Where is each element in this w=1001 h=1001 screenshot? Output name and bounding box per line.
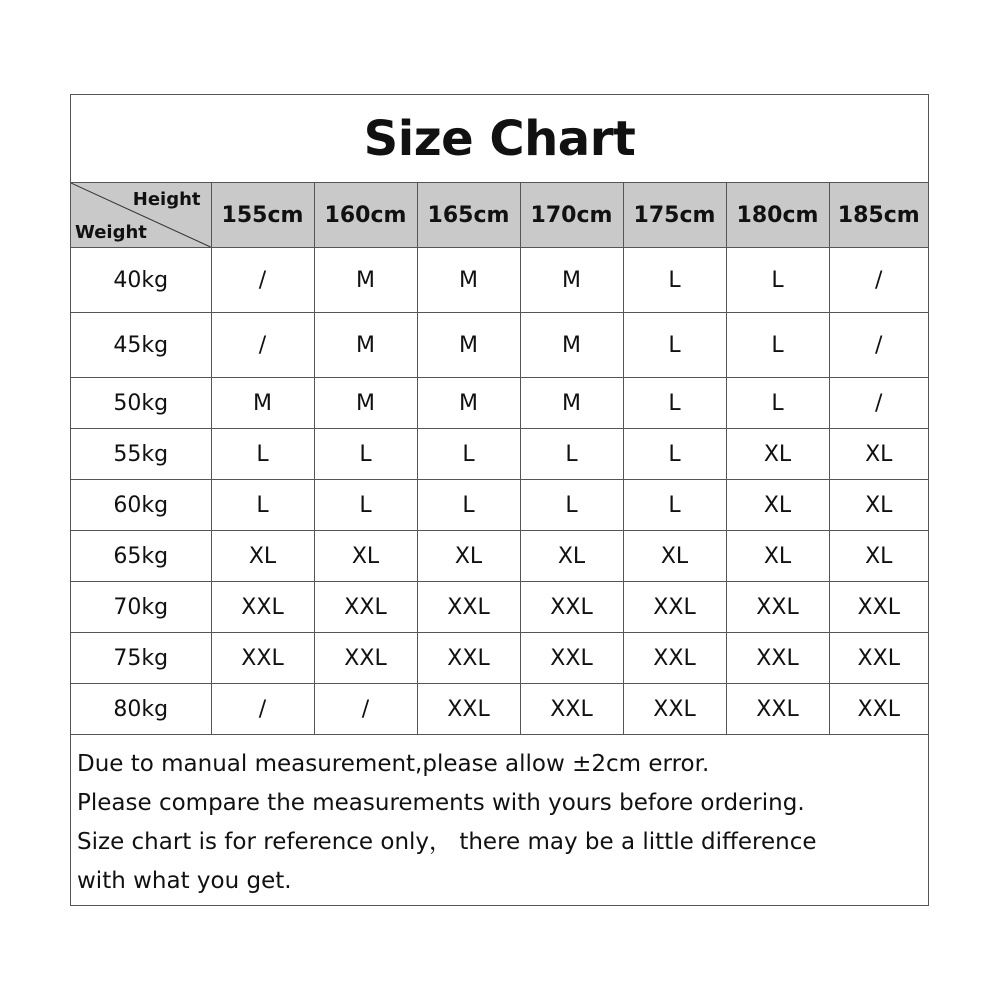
weight-label: 45kg <box>71 313 211 378</box>
weight-label: 50kg <box>71 378 211 429</box>
size-cell: XL <box>829 429 928 480</box>
size-cell: / <box>829 313 928 378</box>
size-cell: XXL <box>520 633 623 684</box>
table-row <box>71 531 928 582</box>
size-cell: XXL <box>623 582 726 633</box>
corner-weight-label: Weight <box>75 222 147 243</box>
size-cell: L <box>520 480 623 531</box>
size-cell: XXL <box>314 582 417 633</box>
table-row <box>71 429 928 480</box>
table-row <box>71 633 928 684</box>
size-cell: XXL <box>417 633 520 684</box>
note-line: Due to manual measurement,please allow ±2cm error. <box>77 751 710 777</box>
size-cell: L <box>520 429 623 480</box>
size-cell: XL <box>211 531 314 582</box>
size-cell: L <box>623 429 726 480</box>
size-cell: XXL <box>417 582 520 633</box>
size-cell: M <box>314 248 417 313</box>
size-cell: L <box>726 248 829 313</box>
size-cell: / <box>829 248 928 313</box>
size-cell: XL <box>829 480 928 531</box>
size-cell: XXL <box>520 684 623 735</box>
table-row <box>71 582 928 633</box>
table-row <box>71 684 928 735</box>
size-cell: M <box>211 378 314 429</box>
size-cell: L <box>623 480 726 531</box>
weight-label: 60kg <box>71 480 211 531</box>
size-cell: L <box>726 378 829 429</box>
table-row <box>71 313 928 378</box>
size-cell: / <box>211 684 314 735</box>
table-row <box>71 480 928 531</box>
size-cell: L <box>417 480 520 531</box>
chart-title-bar <box>71 95 928 183</box>
chart-title: Size Chart <box>363 110 636 167</box>
table-row <box>71 378 928 429</box>
size-cell: M <box>520 248 623 313</box>
size-cell: XL <box>623 531 726 582</box>
size-cell: XL <box>726 480 829 531</box>
size-table <box>71 183 928 735</box>
size-cell: XXL <box>211 633 314 684</box>
weight-label: 65kg <box>71 531 211 582</box>
size-cell: L <box>623 313 726 378</box>
table-row <box>71 248 928 313</box>
note-line: Please compare the measurements with yours before ordering. <box>77 790 805 816</box>
size-cell: L <box>314 429 417 480</box>
size-cell: XL <box>520 531 623 582</box>
size-cell: XL <box>829 531 928 582</box>
size-cell: XXL <box>726 582 829 633</box>
size-cell: L <box>726 313 829 378</box>
size-cell: XXL <box>829 684 928 735</box>
size-cell: M <box>520 378 623 429</box>
size-cell: XXL <box>314 633 417 684</box>
size-cell: XXL <box>623 684 726 735</box>
size-cell: XL <box>726 531 829 582</box>
size-cell: L <box>211 480 314 531</box>
height-header: 185cm <box>829 183 928 248</box>
header-row <box>71 183 928 248</box>
size-cell: XXL <box>623 633 726 684</box>
weight-label: 75kg <box>71 633 211 684</box>
weight-label: 40kg <box>71 248 211 313</box>
note-line: Size chart is for reference only， there may be a little difference <box>77 829 817 855</box>
height-header: 165cm <box>417 183 520 248</box>
size-cell: / <box>829 378 928 429</box>
height-header: 175cm <box>623 183 726 248</box>
size-cell: XXL <box>417 684 520 735</box>
size-cell: M <box>314 378 417 429</box>
size-cell: L <box>623 248 726 313</box>
weight-label: 80kg <box>71 684 211 735</box>
size-cell: XL <box>417 531 520 582</box>
size-cell: L <box>211 429 314 480</box>
size-cell: XXL <box>829 582 928 633</box>
height-header: 180cm <box>726 183 829 248</box>
size-cell: XXL <box>211 582 314 633</box>
height-header: 155cm <box>211 183 314 248</box>
size-cell: / <box>211 248 314 313</box>
size-cell: XXL <box>520 582 623 633</box>
size-cell: XL <box>726 429 829 480</box>
weight-label: 55kg <box>71 429 211 480</box>
corner-height-label: Height <box>132 189 201 210</box>
notes-block <box>71 735 928 901</box>
size-cell: / <box>211 313 314 378</box>
size-cell: M <box>520 313 623 378</box>
size-cell: L <box>314 480 417 531</box>
size-cell: / <box>314 684 417 735</box>
corner-cell <box>71 183 211 248</box>
size-cell: L <box>623 378 726 429</box>
size-cell: M <box>417 378 520 429</box>
size-cell: M <box>417 248 520 313</box>
height-header: 170cm <box>520 183 623 248</box>
weight-label: 70kg <box>71 582 211 633</box>
size-cell: L <box>417 429 520 480</box>
size-cell: M <box>314 313 417 378</box>
size-chart <box>70 94 929 906</box>
height-header: 160cm <box>314 183 417 248</box>
size-cell: XXL <box>829 633 928 684</box>
size-cell: XL <box>314 531 417 582</box>
size-cell: XXL <box>726 633 829 684</box>
size-cell: XXL <box>726 684 829 735</box>
note-line: with what you get. <box>77 868 292 894</box>
size-cell: M <box>417 313 520 378</box>
